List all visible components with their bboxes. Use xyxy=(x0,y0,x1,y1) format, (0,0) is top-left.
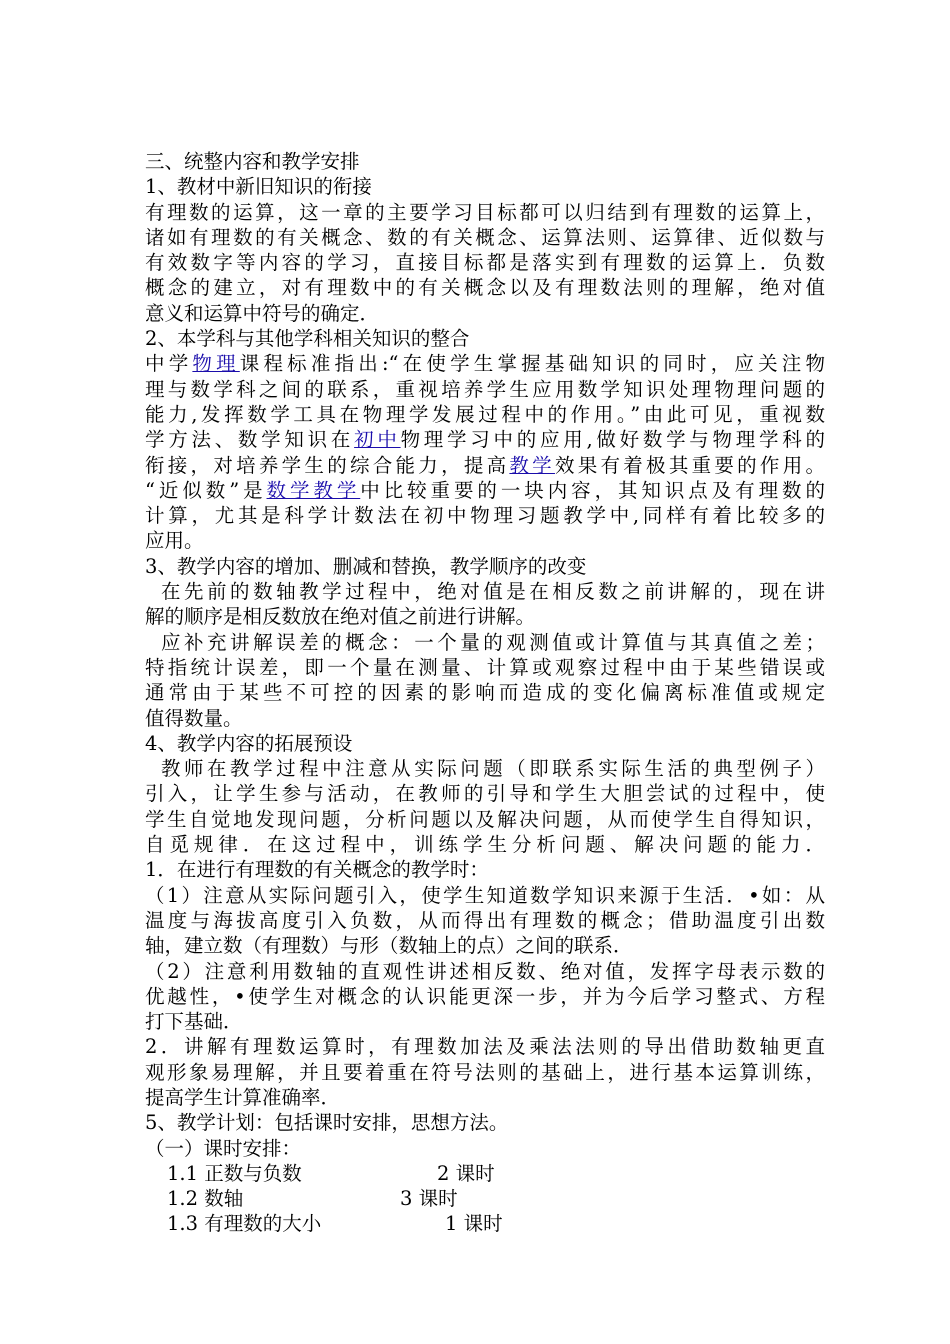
text-line: 观形象易理解，并且要着重在符号法则的基础上，进行基本运算训练， xyxy=(145,1060,825,1084)
text-line: 衔接，对培养学生的综合能力，提高教学效果有着极其重要的作用。 xyxy=(145,453,825,477)
schedule-hours: 1 课时 xyxy=(445,1212,503,1236)
section-1-paragraph xyxy=(145,200,825,326)
section-2-title: 2、本学科与其他学科相关知识的整合 xyxy=(145,327,470,351)
text-line: 2．讲解有理数运算时，有理数加法及乘法法则的导出借助数轴更直 xyxy=(145,1035,825,1059)
link-junior-high[interactable]: 初中 xyxy=(354,428,401,452)
text-line: 概念的建立，对有理数中的有关概念以及有理数法则的理解，绝对值 xyxy=(145,276,825,300)
text-line: 能力,发挥数学工具在物理学发展过程中的作用。”由此可见，重视数 xyxy=(145,402,825,426)
schedule-hours: 2 课时 xyxy=(437,1161,495,1185)
text-line: 学生自觉地发现问题，分析问题以及解决问题，从而使学生自得知识， xyxy=(145,807,825,831)
section-3-paragraph-2 xyxy=(145,630,825,731)
section-2-paragraph xyxy=(145,351,825,553)
schedule-topic: 1.3 有理数的大小 xyxy=(167,1212,322,1236)
section-5-title: 5、教学计划：包括课时安排，思想方法。 xyxy=(145,1111,509,1135)
document-page xyxy=(145,149,825,1237)
list-item-1: 1．在进行有理数的有关概念的教学时： xyxy=(145,858,489,882)
text-line: 学方法、数学知识在初中物理学习中的应用,做好数学与物理学科的 xyxy=(145,428,825,452)
text-line: 有理数的运算，这一章的主要学习目标都可以归结到有理数的运算上， xyxy=(145,200,825,224)
text-line: 自觅规律．在这过程中，训练学生分析问题、解决问题的能力． xyxy=(145,833,825,857)
section-1-title: 1、教材中新旧知识的衔接 xyxy=(145,175,372,199)
text-line: （1）注意从实际问题引入，使学生知道数学知识来源于生活．•如：从 xyxy=(145,883,825,907)
text-line: 意义和运算中符号的确定． xyxy=(145,301,380,325)
text-line: 特指统计误差，即一个量在测量、计算或观察过程中由于某些错误或 xyxy=(145,655,825,679)
section-4-title: 4、教学内容的拓展预设 xyxy=(145,731,353,755)
schedule-list xyxy=(145,1161,825,1237)
text-line: 应补充讲解误差的概念：一个量的观测值或计算值与其真值之差； xyxy=(161,630,825,654)
schedule-topic: 1.2 数轴 xyxy=(167,1187,244,1211)
link-physics[interactable]: 物理 xyxy=(192,352,240,376)
text-line: 通常由于某些不可控的因素的影响而造成的变化偏离标准值或规定 xyxy=(145,681,825,705)
text-line: 优越性，•使学生对概念的认识能更深一步，并为今后学习整式、方程 xyxy=(145,984,825,1008)
schedule-row xyxy=(145,1186,825,1211)
text-line: 值得数量。 xyxy=(145,706,243,730)
text-line: 应用。 xyxy=(145,529,204,553)
schedule-topic: 1.1 正数与负数 xyxy=(167,1161,302,1185)
link-math-teaching[interactable]: 数学教学 xyxy=(266,478,361,502)
schedule-subtitle: （一）课时安排： xyxy=(145,1136,302,1160)
text-line: 计算，尤其是科学计数法在初中物理习题教学中,同样有着比较多的 xyxy=(145,504,825,528)
text-line: 理与数学科之间的联系，重视培养学生应用数学知识处理物理问题的 xyxy=(145,377,825,401)
text-line: （2）注意利用数轴的直观性讲述相反数、绝对值，发挥字母表示数的 xyxy=(145,959,825,983)
text-line: 教师在教学过程中注意从实际问题（即联系实际生活的典型例子） xyxy=(161,757,825,781)
text-line: 诸如有理数的有关概念、数的有关概念、运算法则、运算律、近似数与 xyxy=(145,225,825,249)
text-line: 解的顺序是相反数放在绝对值之前进行讲解。 xyxy=(145,605,536,629)
text-line: 打下基础． xyxy=(145,1010,243,1034)
section-heading: 三、统整内容和教学安排 xyxy=(145,150,360,173)
section-4-paragraph xyxy=(145,756,825,857)
text-line: 在先前的数轴教学过程中，绝对值是在相反数之前讲解的，现在讲 xyxy=(161,580,825,604)
section-3-paragraph-1 xyxy=(145,579,825,630)
schedule-row xyxy=(145,1211,825,1236)
text-line: 有效数字等内容的学习，直接目标都是落实到有理数的运算上．负数 xyxy=(145,251,825,275)
section-3-title: 3、教学内容的增加、删减和替换，教学顺序的改变 xyxy=(145,554,587,578)
text-line: “近似数”是数学教学中比较重要的一块内容，其知识点及有理数的 xyxy=(145,478,825,502)
link-teaching[interactable]: 教学 xyxy=(509,453,555,477)
text-line: 轴，建立数（有理数）与形（数轴上的点）之间的联系． xyxy=(145,934,633,958)
text-line: 提高学生计算准确率． xyxy=(145,1085,341,1109)
schedule-hours: 3 课时 xyxy=(400,1187,458,1211)
sub-item-2 xyxy=(145,959,825,1035)
text-line: 中学物理课程标准指出:“在使学生掌握基础知识的同时，应关注物 xyxy=(145,352,825,376)
text-line: 引入，让学生参与活动，在教师的引导和学生大胆尝试的过程中，使 xyxy=(145,782,825,806)
list-item-2 xyxy=(145,1034,825,1110)
sub-item-1 xyxy=(145,883,825,959)
text-line: 温度与海拔高度引入负数，从而得出有理数的概念；借助温度引出数 xyxy=(145,908,825,932)
schedule-row xyxy=(145,1161,825,1186)
